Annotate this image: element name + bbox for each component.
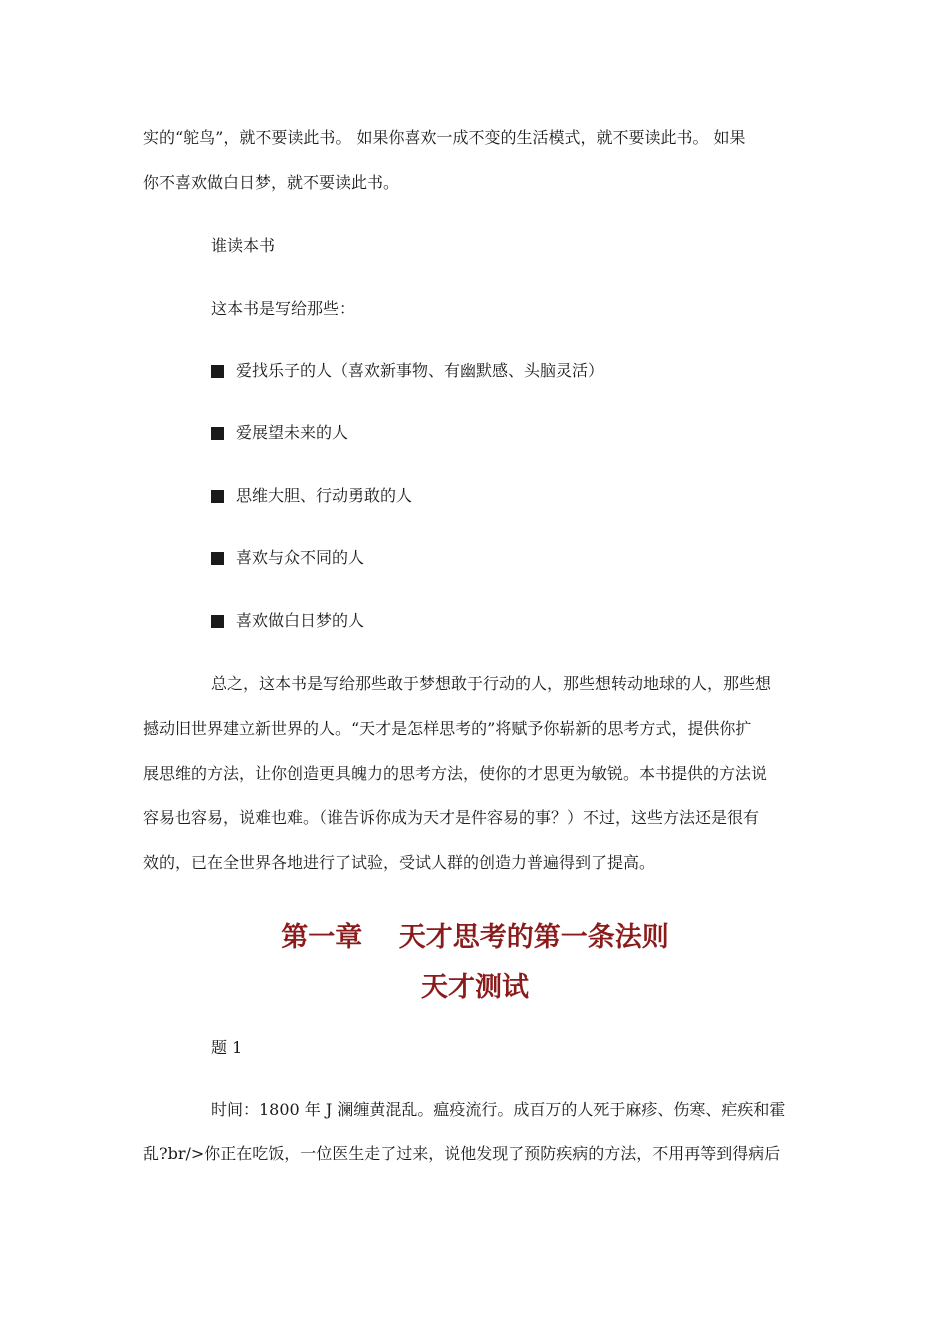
summary-line-3: 展思维的方法，让你创造更具魄力的思考方法，使你的才思更为敏锐。本书提供的方法说 — [143, 764, 768, 783]
summary-line-1: 总之，这本书是写给那些敢于梦想敢于行动的人，那些想转动地球的人，那些想 — [211, 674, 772, 693]
summary-line-2: 撼动旧世界建立新世界的人。“天才是怎样思考的”将赋予你崭新的思考方式，提供你扩 — [143, 719, 752, 738]
square-bullet-icon — [211, 615, 224, 628]
list-item — [211, 422, 348, 444]
summary-line-5: 效的，已在全世界各地进行了试验，受试人群的创造力普遍得到了提高。 — [143, 853, 656, 872]
intro-line-2: 你不喜欢做白日梦，就不要读此书。 — [143, 173, 400, 192]
section-lead: 这本书是写给那些： — [211, 299, 356, 318]
list-item-text: 爱找乐子的人（喜欢新事物、有幽默感、头脑灵活） — [236, 361, 605, 380]
list-item — [211, 485, 412, 507]
section-heading: 谁读本书 — [211, 236, 276, 255]
square-bullet-icon — [211, 427, 224, 440]
summary-line-4: 容易也容易，说难也难。（谁告诉你成为天才是件容易的事？）不过，这些方法还是很有 — [143, 808, 760, 827]
list-item-text: 爱展望未来的人 — [236, 423, 349, 442]
square-bullet-icon — [211, 552, 224, 565]
list-item-text: 思维大胆、行动勇敢的人 — [236, 486, 413, 505]
list-item — [211, 360, 604, 382]
chapter-subtitle: 天才测试 — [421, 972, 529, 1003]
list-item-text: 喜欢与众不同的人 — [236, 548, 365, 567]
square-bullet-icon — [211, 365, 224, 378]
square-bullet-icon — [211, 490, 224, 503]
list-item — [211, 547, 364, 569]
question-label: 题 1 — [211, 1038, 243, 1057]
intro-line-1: 实的“鸵鸟”，就不要读此书。 如果你喜欢一成不变的生活模式，就不要读此书。 如果 — [143, 128, 746, 147]
question-line-2: 乱?br/>你正在吃饭，一位医生走了过来，说他发现了预防疾病的方法，不用再等到得病后 — [143, 1144, 781, 1163]
list-item — [211, 610, 364, 632]
chapter-title: 第一章 天才思考的第一条法则 — [281, 922, 669, 953]
question-line-1: 时间：1800 年 J 澜缠黄混乱。瘟疫流行。成百万的人死于麻疹、伤寒、疟疾和霍 — [211, 1100, 786, 1119]
list-item-text: 喜欢做白日梦的人 — [236, 611, 365, 630]
